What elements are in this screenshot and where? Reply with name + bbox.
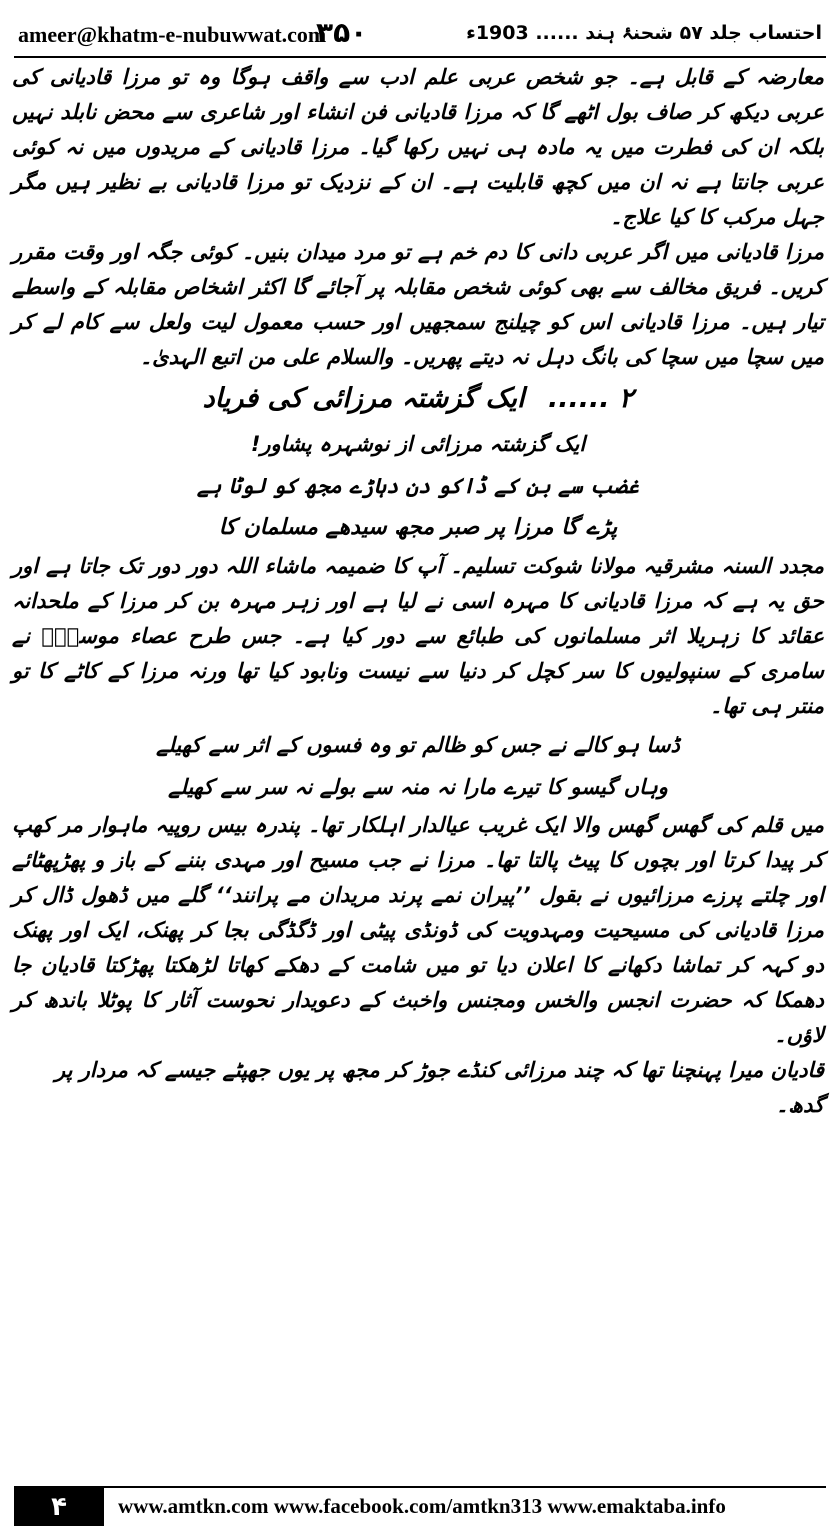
footer-links[interactable]: www.amtkn.com www.facebook.com/amtkn313 www.emaktaba.info [118, 1494, 726, 1518]
footer-page-box: ۴ [14, 1488, 104, 1526]
page-header [14, 14, 826, 58]
paragraph-1: معارضہ کے قابل ہے۔ جو شخص عربی علم ادب سے واقف ہوگا وہ تو مرزا قادیانی کی عربی دیکھ کر صاف بول اٹھے گا کہ مرزا قادیانی فن انشاء اور شاعری سے محض نابلد نہیں بلکہ ان کی فطرت میں یہ مادہ ہی نہیں رکھا گیا۔ مرزا قادیانی کے مریدوں میں نہ کوئی عربی جانتا ہے نہ ان میں کچھ قابلیت ہے۔ ان کے نزدیک تو مرزا قادیانی بے نظیر ہیں مگر جہل مرکب کا کیا علاج۔ [12, 65, 824, 229]
section-number: ۲ ...... [547, 383, 634, 414]
page-body [12, 60, 824, 1123]
section-title: ایک گزشتہ مرزائی کی فریاد [202, 383, 525, 414]
paragraph-5: قادیان میرا پہنچنا تھا کہ چند مرزائی کنڈے جوڑ کر مجھ پر یوں جھپٹے جیسے کہ مردار پر گدھ۔ [55, 1058, 824, 1117]
verse-line-2: پڑے گا مرزا پر صبر مجھ سیدھے مسلمان کا [218, 515, 618, 540]
verse-line-3: ڈسا ہو کالے نے جس کو ظالم تو وہ فسوں کے اثر سے کھیلے [156, 733, 680, 757]
section-heading [12, 377, 824, 421]
footer-divider [14, 1486, 826, 1488]
book-title: احتساب جلد ۵۷ شحنۂ ہند ...... 1903ء [466, 22, 822, 44]
verse-attribution: ایک گزشتہ مرزائی از نوشہرہ پشاور! [250, 432, 586, 456]
paragraph-2: مرزا قادیانی میں اگر عربی دانی کا دم خم ہے تو مرد میدان بنیں۔ کوئی جگہ اور وقت مقرر کریں۔ فریق مخالف سے بھی کوئی شخص مقابلہ پر آجائے گا اکثر اشخاص مقابلہ کے واسطے تیار ہیں۔ مرزا قادیانی اس کو چیلنج سمجھیں اور حسب معمول لیت ولعل سے کام لے کر میں سچا میں سچا کی بانگ دہل نہ دیتے پھریں۔ والسلام علی من اتبع الہدیٰ۔ [12, 240, 824, 369]
paragraph-4: میں قلم کی گھس گھس والا ایک غریب عیالدار اہلکار تھا۔ پندرہ بیس روپیہ ماہوار مر کھپ کر پیدا کرتا اور بچوں کا پیٹ پالتا تھا۔ مرزا نے جب مسیح اور مہدی بننے کے باز و پھڑپھٹائے اور چلتے پرزے مرزائیوں نے بقول ’’پیران نمے پرند مریدان مے پرانند‘‘ گلے میں ڈھول ڈال کر مرزا قادیانی کی مسیحیت ومہدویت کی ڈونڈی پیٹی اور ڈگڈگی بجا کر پھنک، ایک اور پھنک دو کہہ کر تماشا دکھانے کا اعلان دیا تو میں شامت کے دھکے کھاتا لڑھکتا پھڑکتا قادیان جا دھمکا کہ حضرت انجس والخس ومجنس واخبث کے دعویدار نحوست آثار کا پوٹلا باندھ کر لاؤں۔ [12, 813, 824, 1047]
verse-line-4: وہاں گیسو کا تیرے مارا نہ منہ سے بولے نہ سر سے کھیلے [168, 775, 668, 799]
paragraph-3: مجدد السنہ مشرقیہ مولانا شوکت تسلیم۔ آپ کا ضمیمہ ماشاء اللہ دور دور تک جاتا ہے اور حق یہ ہے کہ مرزا قادیانی کا مہرہ اسی نے لیا ہے اور زہر مہرہ بن کر مرزا کے ملحدانہ عقائد کا زہریلا اثر مسلمانوں کی طبائع سے دور کیا ہے۔ جس طرح عصاء موسیٰؑ نے سامری کے سنپولیوں کا سر کچل کر دنیا سے نیست ونابود کیا تھا ورنہ مرزا کے کاٹے کا تو منتر ہی تھا۔ [12, 554, 824, 718]
verse-line-1: غضب سے بن کے ڈاکو دن دہاڑے مجھ کو لوٹا ہے [196, 474, 640, 498]
header-email[interactable]: ameer@khatm-e-nubuwwat.com [18, 22, 327, 47]
page-number: ۳۵۰ [316, 16, 368, 49]
